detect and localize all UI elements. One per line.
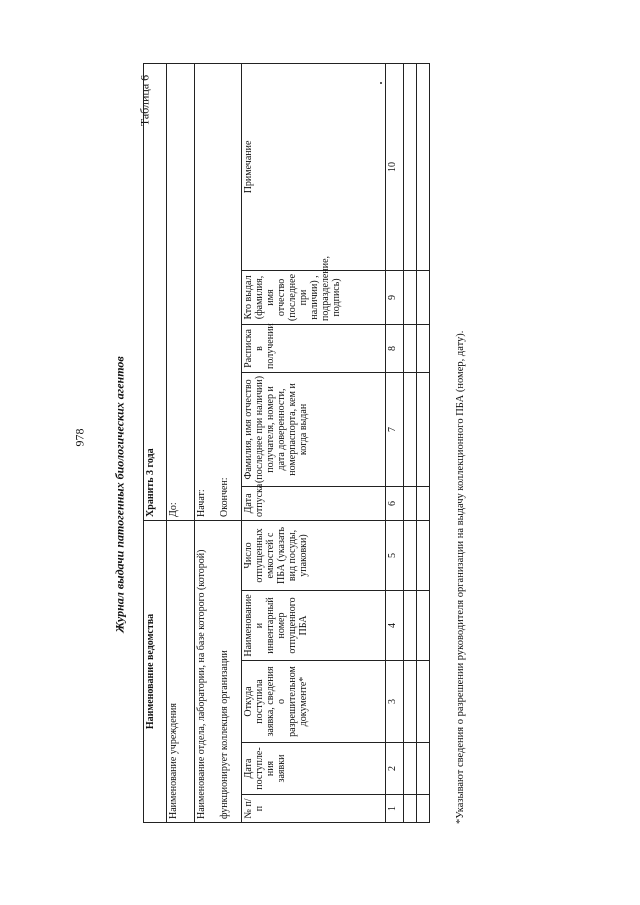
column-number: 1 [386,795,404,823]
column-header: Фамилия, имя отчество (последнее при наличии) получателя, номер и дата доверенности, номерпаспорта, кем и когда выдан [242,372,386,486]
document-title: Журнал выдачи патогенных биологических агентов [112,356,127,633]
column-header: Кто выдал (фамилия, имя отчество (последнее при наличии) , подразделение, подпись) [242,270,386,324]
column-number: 8 [386,324,404,372]
started-cell: Начат: [195,63,218,520]
column-header: № п/п [242,795,386,823]
column-number: 6 [386,486,404,520]
column-number: 3 [386,661,404,743]
finished-cell: Окончен: [218,63,241,520]
column-header: Дата поступле-ния заявки [242,743,386,795]
column-header: Расписка в получении [242,324,386,372]
page-number: 978 [72,428,87,447]
institution-cell: Наименование учреждения [167,520,195,822]
footnote-text: *Указывают сведения о разрешении руководителя организации на выдачу коллекционного ПБА (номер, дату). [455,330,466,824]
agency-cell: Наименование ведомства [144,520,167,822]
storage-cell: Хранить 3 года [144,63,167,520]
until-cell: До: [167,63,195,520]
column-number: 10 [386,63,404,270]
column-header: Дата отпуска [242,486,386,520]
column-header: Откуда поступила заявка, сведения о разрешительном документе* [242,661,386,743]
column-header: Примечание [242,63,386,270]
column-header: Наименование и инвентарный номер отпущенного ПБА [242,591,386,661]
table-number: Таблица 6 [137,74,152,127]
table-row [417,63,430,822]
column-number: 2 [386,743,404,795]
column-number: 9 [386,270,404,324]
column-number: 7 [386,372,404,486]
journal-table [143,63,430,823]
column-header: Число отпущенных емкостей с ПБА (указать вид посуды, упаковки) [242,520,386,590]
journal-table-wrapper [143,64,430,823]
collection-cell: функционирует коллекция организации [218,520,241,822]
column-number: 5 [386,520,404,590]
table-row [404,63,417,822]
department-cell: Наименование отдела, лаборатории, на базе которого (которой) [195,520,218,822]
column-number: 4 [386,591,404,661]
stray-mark [380,82,382,84]
